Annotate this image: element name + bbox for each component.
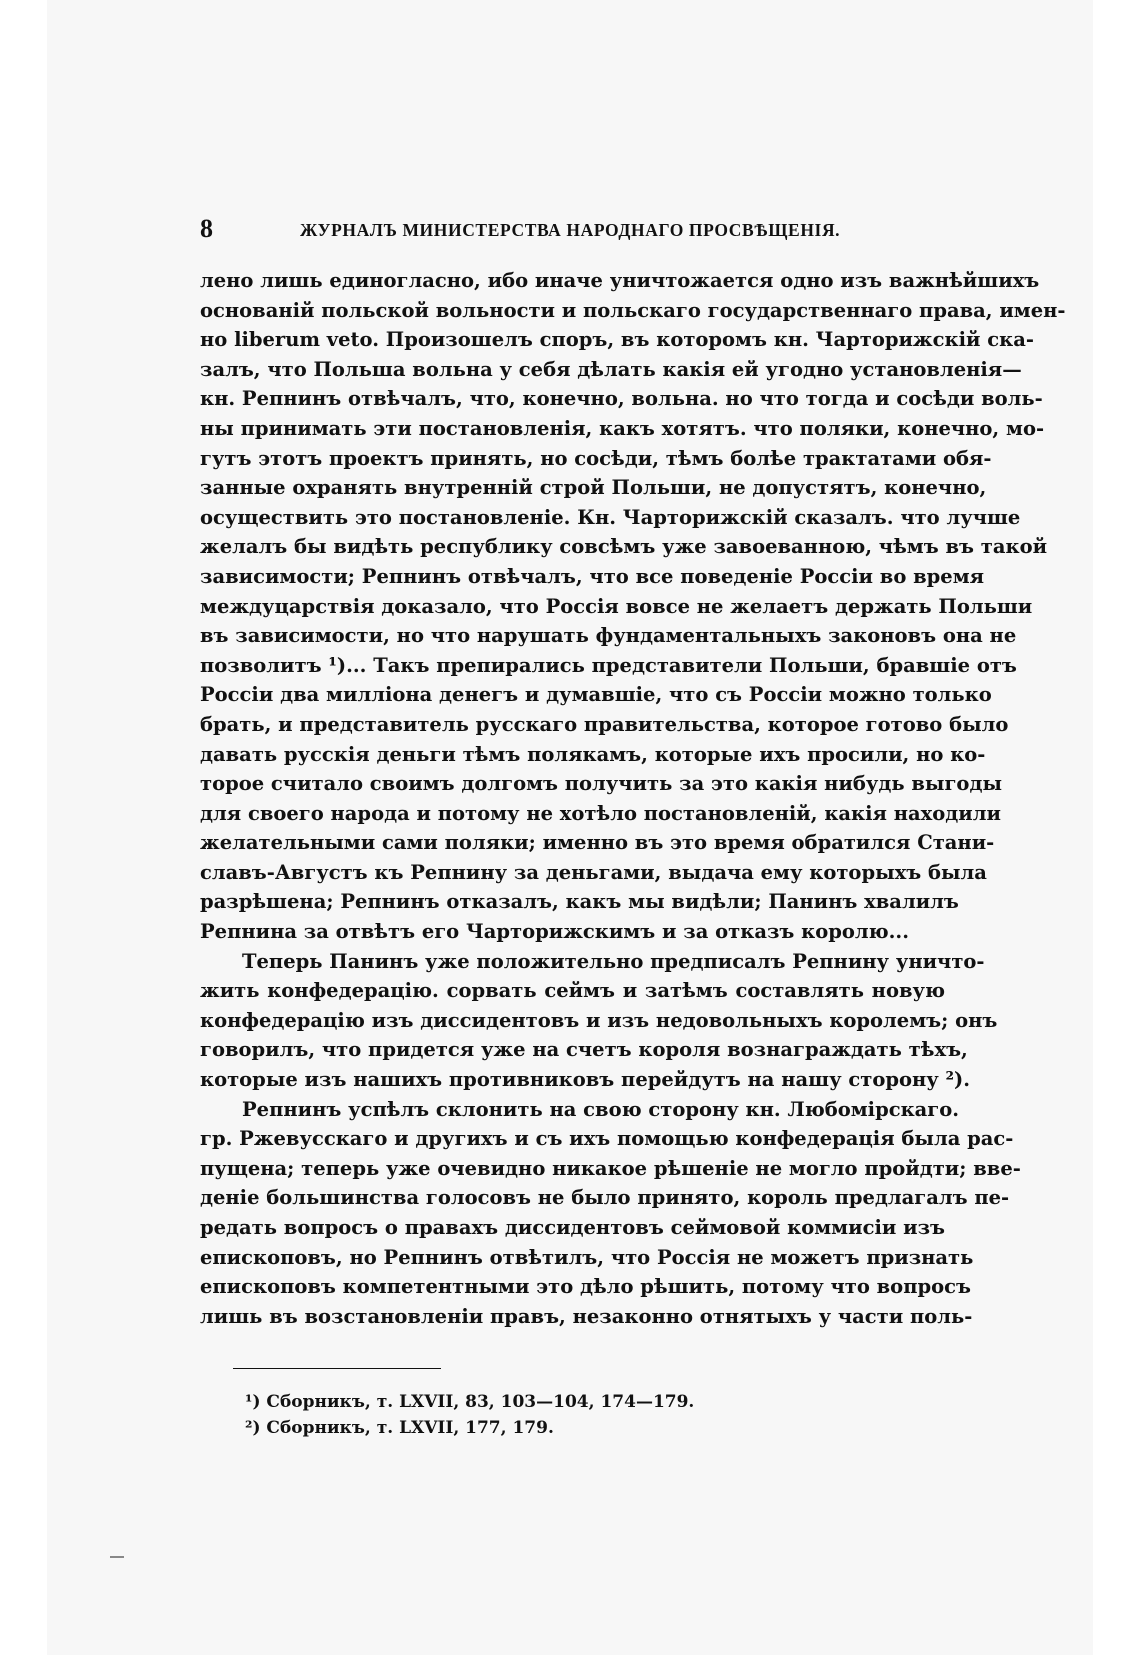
text-line: для своего народа и потому не хотѣло постановленій, какія находили	[200, 801, 1001, 825]
text-line: говорилъ, что придется уже на счетъ короля вознаграждать тѣхъ,	[200, 1038, 968, 1062]
body-text	[200, 266, 1066, 1331]
text-line: разрѣшена; Репнинъ отказалъ, какъ мы видѣли; Панинъ хвалилъ	[200, 890, 959, 914]
text-line: торое считало своимъ долгомъ получить за это какія нибудь выгоды	[200, 772, 1002, 796]
page-header	[200, 214, 945, 250]
text-line: въ зависимости, но что нарушать фундаментальныхъ законовъ она не	[200, 624, 1017, 648]
text-line: деніе большинства голосовъ не было принято, король предлагалъ пе-	[200, 1186, 1010, 1210]
text-line: лишь въ возстановленіи правъ, незаконно отнятыхъ у части поль-	[200, 1304, 973, 1328]
text-line: Репнина за отвѣтъ его Чарторижскимъ и за отказъ королю...	[200, 920, 909, 944]
text-line: основаній польской вольности и польскаго государственнаго права, имен-	[200, 298, 1066, 322]
text-line: которые изъ нашихъ противниковъ перейдутъ на нашу сторону ²).	[200, 1068, 971, 1092]
text-line: давать русскія деньги тѣмъ полякамъ, которые ихъ просили, но ко-	[200, 742, 986, 766]
text-line: гутъ этотъ проектъ принять, но сосѣди, тѣмъ болѣе трактатами обя-	[200, 446, 992, 470]
text-line: зависимости; Репнинъ отвѣчалъ, что все поведеніе Россіи во время	[200, 564, 985, 588]
text-line: занные охранять внутренній строй Польши, не допустятъ, конечно,	[200, 476, 987, 500]
text-line: жить конфедерацію. сорвать сеймъ и затѣмъ составлять новую	[200, 979, 945, 1003]
text-line: конфедерацію изъ диссидентовъ и изъ недовольныхъ королемъ; онъ	[200, 1008, 998, 1032]
text-line: ны принимать эти постановленія, какъ хотятъ. что поляки, конечно, мо-	[200, 416, 1045, 440]
text-line: епископовъ компетентными это дѣло рѣшить, потому что вопросъ	[200, 1275, 971, 1299]
text-line: осуществить это постановленіе. Кн. Чарторижскій сказалъ. что лучше	[200, 505, 1021, 529]
text-line: Россіи два милліона денегъ и думавшіе, что съ Россіи можно только	[200, 683, 992, 707]
page-number: 8	[200, 214, 213, 243]
footnote-1: ¹) Сборникъ, т. LXVII, 83, 103—104, 174—179.	[245, 1392, 695, 1412]
footnotes	[245, 1389, 845, 1441]
running-title: ЖУРНАЛЪ МИНИСТЕРСТВА НАРОДНАГО ПРОСВѢЩЕНІЯ.	[300, 220, 841, 240]
text-line: Теперь Панинъ уже положительно предписалъ Репнину уничто-	[242, 949, 985, 973]
paragraph-3	[200, 1095, 1021, 1332]
text-line: епископовъ, но Репнинъ отвѣтилъ, что Россія не можетъ признать	[200, 1245, 974, 1269]
scan-mark	[110, 1556, 124, 1558]
text-line: пущена; теперь уже очевидно никакое рѣшеніе не могло пройдти; вве-	[200, 1156, 1021, 1180]
text-line: междуцарствія доказало, что Россія вовсе не желаетъ держать Польши	[200, 594, 1033, 618]
text-line: лено лишь единогласно, ибо иначе уничтожается одно изъ важнѣйшихъ	[200, 269, 1040, 292]
footnote-2: ²) Сборникъ, т. LXVII, 177, 179.	[245, 1418, 554, 1438]
text-line: редать вопросъ о правахъ диссидентовъ сеймовой коммисіи изъ	[200, 1216, 945, 1239]
text-line: гр. Ржевусскаго и другихъ и съ ихъ помощью конфедерація была рас-	[200, 1127, 1014, 1151]
text-line: Репнинъ успѣлъ склонить на свою сторону кн. Любомірскаго.	[242, 1097, 960, 1121]
paragraph-1	[200, 266, 1066, 947]
text-line: кн. Репнинъ отвѣчалъ, что, конечно, вольна. но что тогда и сосѣди воль-	[200, 387, 1043, 411]
text-line: желалъ бы видѣть республику совсѣмъ уже завоеванною, чѣмъ въ такой	[200, 535, 1048, 559]
footnote-rule	[233, 1368, 441, 1369]
text-line: славъ-Августъ къ Репнину за деньгами, выдача ему которыхъ была	[200, 860, 987, 884]
text-line: желательными сами поляки; именно въ это время обратился Стани-	[200, 831, 995, 855]
text-line: брать, и представитель русскаго правительства, которое готово было	[200, 712, 1009, 736]
text-line: залъ, что Польша вольна у себя дѣлать какія ей угодно установленія—	[200, 357, 1022, 381]
text-line: но liberum veto. Произошелъ споръ, въ которомъ кн. Чарторижскій ска-	[200, 328, 1034, 352]
text-line: позволитъ ¹)... Такъ препирались представители Польши, бравшіе отъ	[200, 653, 1017, 677]
paragraph-2	[200, 947, 998, 1095]
